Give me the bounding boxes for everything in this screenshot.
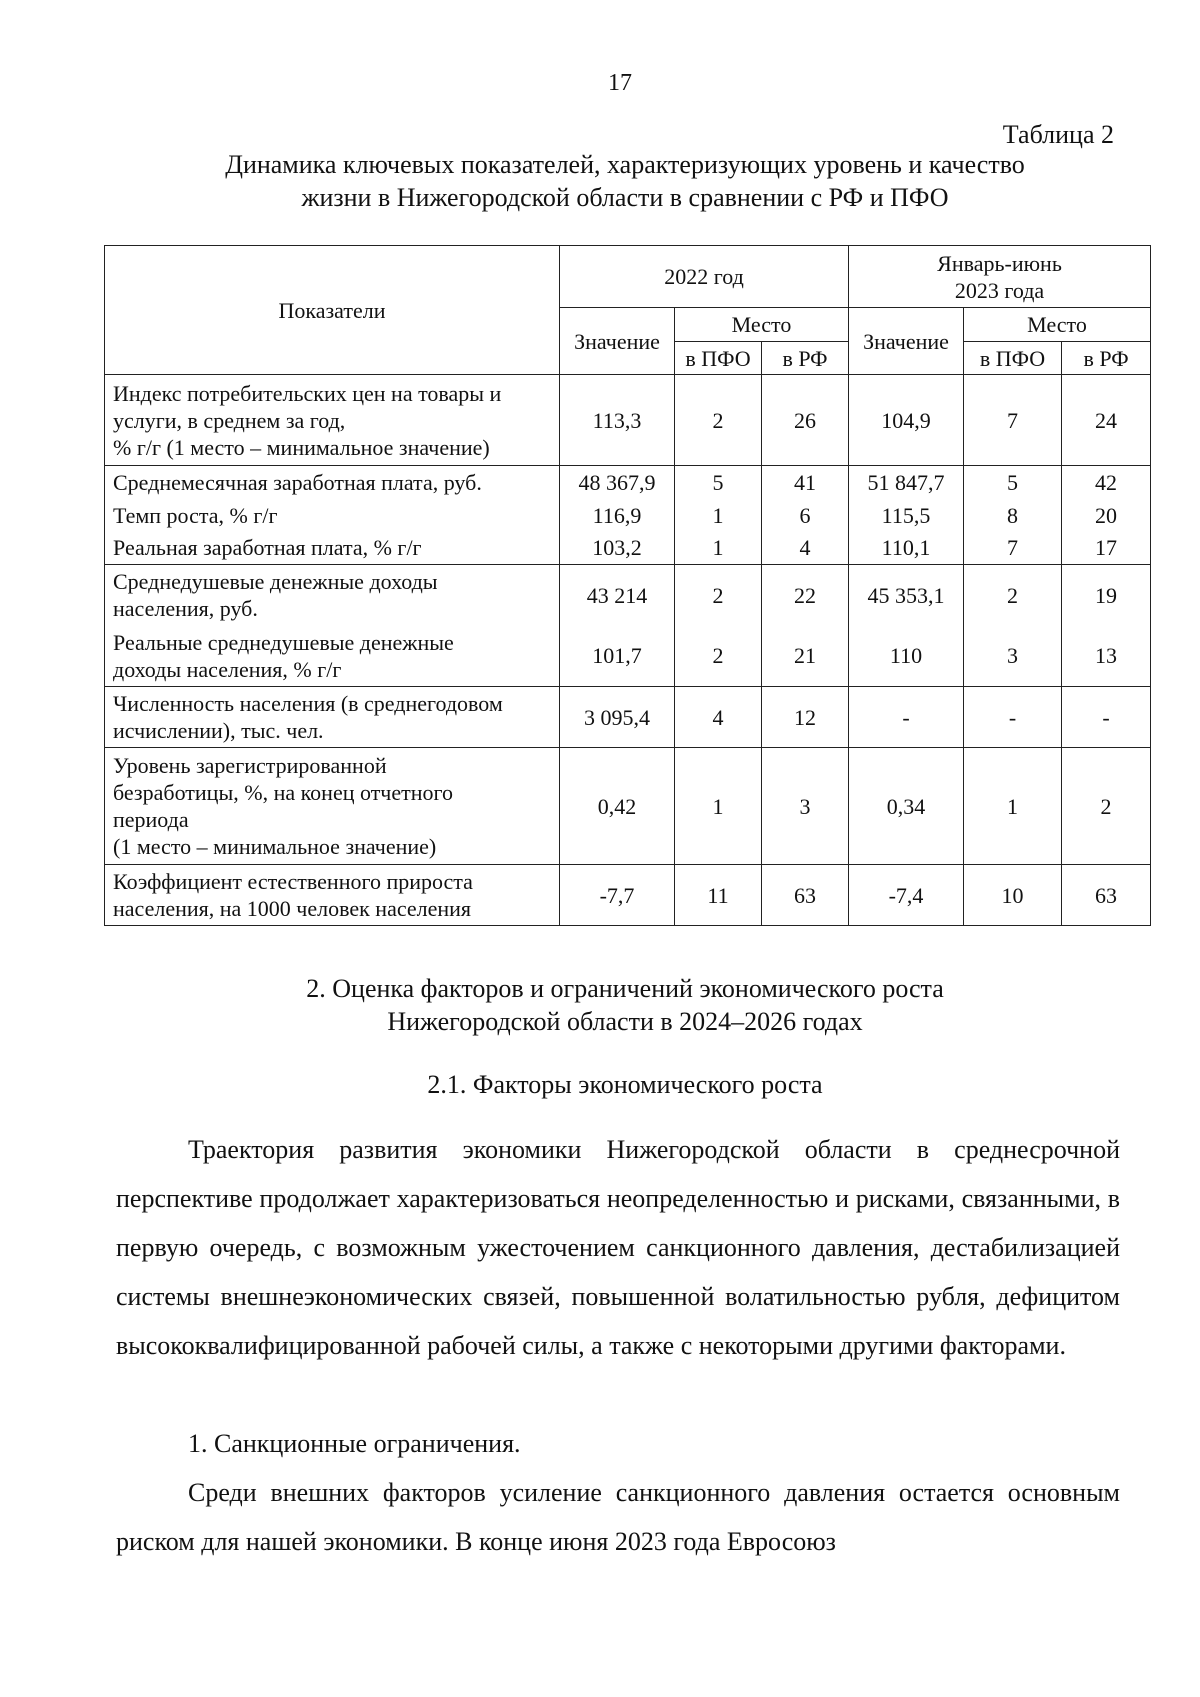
row-label-line: безработицы, %, на конец отчетного <box>113 780 454 805</box>
row-label <box>105 375 560 466</box>
table-title-line: Динамика ключевых показателей, характеризующих уровень и качество <box>225 150 1025 179</box>
cell-pfo-2023: 7 <box>964 532 1062 565</box>
section-title <box>100 972 1150 1038</box>
row-label-line: Реальные среднедушевые денежные <box>113 629 454 655</box>
paragraph-text: Траектория развития экономики Нижегородской области в среднесрочной перспективе продолжает характеризоваться неопределенностью и рисками, связанными, в первую очередь, с возможным ужесточением санкционного давления, дестабилизацией системы внешнеэкономических связей, повышенной волатильностью рубля, дефицитом высококвалифицированной рабочей силы, а также с некоторыми другими факторами. <box>116 1135 1120 1360</box>
row-label: Среднемесячная заработная плата, руб. <box>105 466 560 499</box>
cell-pfo-2023: 7 <box>964 375 1062 466</box>
cell-pfo-2022: 1 <box>675 499 762 532</box>
cell-value-2022: -7,7 <box>560 865 675 926</box>
header-pfo-2022: в ПФО <box>675 342 762 375</box>
row-label <box>105 865 560 926</box>
header-rf-2022: в РФ <box>762 342 849 375</box>
cell-rf-2022: 4 <box>762 532 849 565</box>
page-number: 17 <box>608 70 632 96</box>
cell-value-2022: 48 367,9 <box>560 466 675 499</box>
cell-rf-2023: 19 <box>1062 565 1151 626</box>
row-label <box>105 748 560 865</box>
section-title-line: Нижегородской области в 2024–2026 годах <box>387 1007 863 1036</box>
cell-pfo-2023: 2 <box>964 565 1062 626</box>
table-row <box>105 466 1151 499</box>
cell-value-2022: 0,42 <box>560 748 675 865</box>
header-place-2023: Место <box>964 308 1151 342</box>
row-label-line: населения, руб. <box>113 596 258 622</box>
cell-pfo-2023: 1 <box>964 748 1062 865</box>
cell-rf-2022: 6 <box>762 499 849 532</box>
row-label-line: населения, на 1000 человек населения <box>113 896 472 921</box>
cell-pfo-2022: 4 <box>675 687 762 748</box>
cell-value-2023: 110 <box>849 626 964 687</box>
cell-rf-2023: 20 <box>1062 499 1151 532</box>
cell-rf-2023: 2 <box>1062 748 1151 865</box>
cell-pfo-2023: 8 <box>964 499 1062 532</box>
indicators-table <box>104 245 1151 926</box>
cell-value-2023: -7,4 <box>849 865 964 926</box>
cell-rf-2022: 3 <box>762 748 849 865</box>
list-item <box>116 1419 1120 1468</box>
cell-rf-2023: 24 <box>1062 375 1151 466</box>
table-row <box>105 865 1151 926</box>
cell-pfo-2022: 1 <box>675 532 762 565</box>
cell-rf-2023: 13 <box>1062 626 1151 687</box>
cell-value-2023: 51 847,7 <box>849 466 964 499</box>
cell-pfo-2023: 5 <box>964 466 1062 499</box>
cell-rf-2022: 41 <box>762 466 849 499</box>
header-year-2022: 2022 год <box>560 246 849 308</box>
cell-pfo-2022: 5 <box>675 466 762 499</box>
cell-rf-2022: 12 <box>762 687 849 748</box>
cell-rf-2023: 63 <box>1062 865 1151 926</box>
table-label: Таблица 2 <box>1002 120 1114 149</box>
row-label <box>105 565 560 626</box>
list-item-text: 1. Санкционные ограничения. <box>188 1429 521 1458</box>
row-label <box>105 626 560 687</box>
subsection-title: 2.1. Факторы экономического роста <box>427 1070 823 1099</box>
table-row <box>105 565 1151 626</box>
table-row <box>105 687 1151 748</box>
cell-pfo-2022: 1 <box>675 748 762 865</box>
table-row <box>105 532 1151 565</box>
cell-value-2022: 103,2 <box>560 532 675 565</box>
row-label-line: Уровень зарегистрированной <box>113 753 387 778</box>
row-label-line: Индекс потребительских цен на товары и <box>113 380 502 406</box>
row-label <box>105 687 560 748</box>
row-label-line: исчислении), тыс. чел. <box>113 718 324 743</box>
paragraph <box>116 1125 1120 1370</box>
row-label-line: % г/г (1 место – минимальное значение) <box>113 434 490 460</box>
cell-rf-2023: 42 <box>1062 466 1151 499</box>
cell-value-2022: 113,3 <box>560 375 675 466</box>
cell-rf-2022: 22 <box>762 565 849 626</box>
cell-value-2023: 104,9 <box>849 375 964 466</box>
cell-rf-2023: 17 <box>1062 532 1151 565</box>
cell-rf-2022: 63 <box>762 865 849 926</box>
cell-value-2023: 45 353,1 <box>849 565 964 626</box>
header-pfo-2023: в ПФО <box>964 342 1062 375</box>
header-period-2023 <box>849 246 1151 308</box>
cell-pfo-2022: 2 <box>675 565 762 626</box>
cell-rf-2022: 26 <box>762 375 849 466</box>
cell-value-2023: 115,5 <box>849 499 964 532</box>
row-label-line: Среднедушевые денежные доходы <box>113 569 438 595</box>
cell-pfo-2022: 2 <box>675 626 762 687</box>
row-label-line: периода <box>113 807 189 832</box>
header-place-2022: Место <box>675 308 849 342</box>
row-label-line: доходы населения, % г/г <box>113 656 342 682</box>
cell-value-2023: - <box>849 687 964 748</box>
row-label-line: Коэффициент естественного прироста <box>113 869 473 894</box>
cell-pfo-2023: - <box>964 687 1062 748</box>
cell-rf-2022: 21 <box>762 626 849 687</box>
cell-pfo-2022: 2 <box>675 375 762 466</box>
cell-value-2022: 43 214 <box>560 565 675 626</box>
header-value-2023: Значение <box>849 308 964 375</box>
table-row <box>105 375 1151 466</box>
cell-value-2023: 110,1 <box>849 532 964 565</box>
cell-pfo-2022: 11 <box>675 865 762 926</box>
header-rf-2023: в РФ <box>1062 342 1151 375</box>
table-title-line: жизни в Нижегородской области в сравнении с РФ и ПФО <box>301 183 949 212</box>
row-label-line: услуги, в среднем за год, <box>113 407 346 433</box>
cell-value-2022: 116,9 <box>560 499 675 532</box>
cell-value-2022: 101,7 <box>560 626 675 687</box>
header-period-2023-line: 2023 года <box>954 277 1045 303</box>
cell-pfo-2023: 10 <box>964 865 1062 926</box>
row-label-line: Численность населения (в среднегодовом <box>113 691 503 716</box>
table-row <box>105 626 1151 687</box>
cell-value-2022: 3 095,4 <box>560 687 675 748</box>
table-title <box>100 148 1150 214</box>
paragraph <box>116 1468 1120 1566</box>
cell-rf-2023: - <box>1062 687 1151 748</box>
paragraph-text: Среди внешних факторов усиление санкционного давления остается основным риском для нашей экономики. В конце июня 2023 года Евросоюз <box>116 1478 1120 1556</box>
header-period-2023-line: Январь-июнь <box>937 250 1062 276</box>
cell-value-2023: 0,34 <box>849 748 964 865</box>
row-label: Темп роста, % г/г <box>105 499 560 532</box>
section-title-line: 2. Оценка факторов и ограничений экономического роста <box>306 974 944 1003</box>
row-label-line: (1 место – минимальное значение) <box>113 834 437 859</box>
cell-pfo-2023: 3 <box>964 626 1062 687</box>
table-row <box>105 499 1151 532</box>
header-value-2022: Значение <box>560 308 675 375</box>
table-row <box>105 748 1151 865</box>
row-label: Реальная заработная плата, % г/г <box>105 532 560 565</box>
header-indicator: Показатели <box>105 246 560 375</box>
